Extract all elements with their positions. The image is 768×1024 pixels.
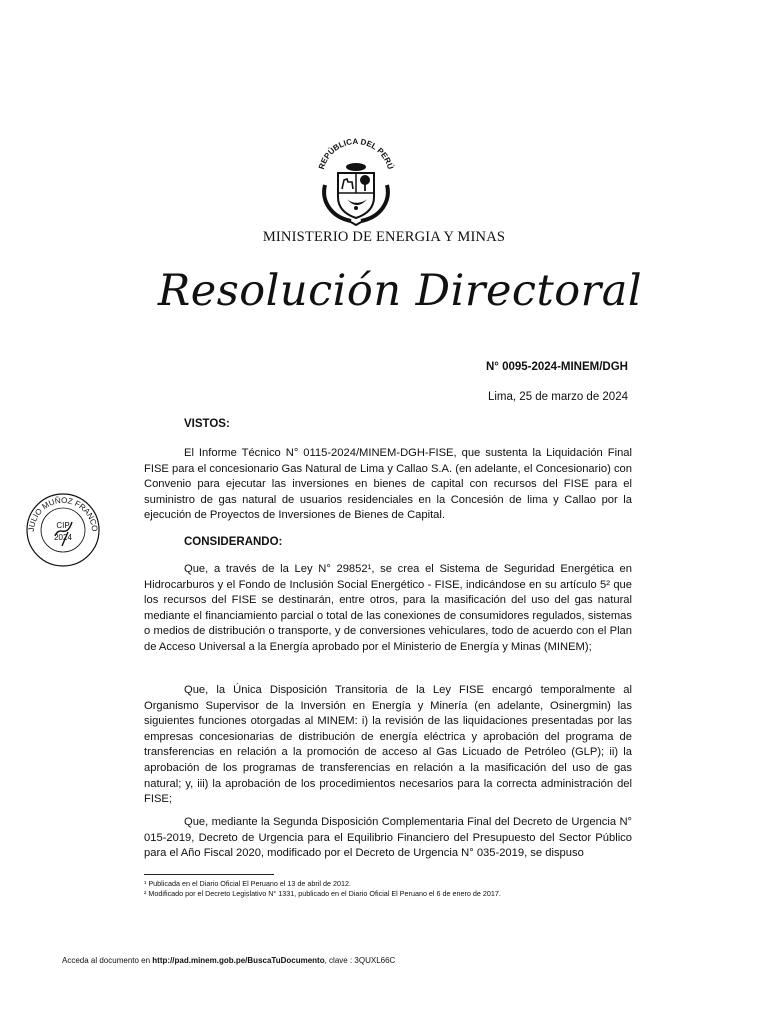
svg-text:JULIO MUÑOZ FRANCO: JULIO MUÑOZ FRANCO [26,495,100,532]
ministry-name: MINISTERIO DE ENERGIA Y MINAS [262,229,506,245]
footnote-2: ² Modificado por el Decreto Legislativo N° 1331, publicado en el Diario Oficial El Peruano el 6 de enero de 2017. [144,889,501,898]
footnote-divider [144,874,274,875]
paragraph-1-text: Que, a través de la Ley N° 29852¹, se crea el Sistema de Seguridad Energética en Hidrocarburos y el Fondo de Inclusión Social Energético - FISE, indicándose en su artículo 5² que los recursos del FISE se destinarán, entre otros, para la masificación del uso del gas natural mediante el financiamiento parcial o total de las conexiones de consumidores regulados, sistemas o medios de distribución o transporte, y de conversiones vehiculares, todo de acuerdo con el Plan de Acceso Universal a la Energía aprobado por el Ministerio de Energía y Minas (MINEM); [144,563,632,653]
svg-text:2024: 2024 [54,533,72,542]
considerando-heading: CONSIDERANDO: [184,536,283,548]
access-key: 3QUXL66C [354,956,396,965]
resolution-number: N° 0095-2024-MINEM/DGH [485,361,628,373]
paragraph-2-text: Que, la Única Disposición Transitoria de la Ley FISE encargó temporalmente al Organismo Supervisor de la Inversión en Energía y Minería (en adelante, Osinergmin) las siguientes funciones otorgadas al MINEM: i) la revisión de las liquidaciones presentadas por las empresas concesionarias de distribución de energía eléctrica y aprobación del programa de transferencias en relación a la promoción de acceso al Gas Licuado de Petróleo (GLP); ii) la aprobación de los programas de transferencias en relación a la masificación del uso de gas natural; y, iii) la aprobación de los procedimientos necesarios para la correcta administración del FISE; [144,684,632,806]
access-prefix: Acceda al documento en [62,956,151,965]
svg-text:REPÚBLICA DEL PERÚ: REPÚBLICA DEL PERÚ [316,136,396,171]
vistos-paragraph [144,446,632,524]
signature-seal-stamp [22,488,104,570]
access-url[interactable]: http://pad.minem.gob.pe/BuscaTuDocumento [152,956,325,965]
vistos-text: El Informe Técnico N° 0115-2024/MINEM-DGH-FISE, que sustenta la Liquidación Final FISE para el concesionario Gas Natural de Lima y Callao S.A. (en adelante, el Concesionario) con Convenio para ejecutar las inversiones en bienes de capital con recursos del FISE para el suministro de gas natural de usuarios residenciales en la Concesión de lima y Callao por la ejecución de Proyectos de Inversiones de Bienes de Capital. [144,447,632,522]
considerando-paragraph-2 [144,683,632,808]
considerando-paragraph-1 [144,562,632,656]
national-coat-of-arms-icon [311,135,401,227]
vistos-heading: VISTOS: [184,418,230,430]
paragraph-3-text: Que, mediante la Segunda Disposición Complementaria Final del Decreto de Urgencia N° 015-2019, Decreto de Urgencia para el Equilibrio Financiero del Presupuesto del Sector Público para el Año Fiscal 2020, modificado por el Decreto de Urgencia N° 035-2019, se dispuso [144,816,632,860]
document-access-note [62,956,395,965]
document-title: Resolución Directoral [157,266,643,316]
footnote-1: ¹ Publicada en el Diario Oficial El Peruano el 13 de abril de 2012. [144,879,351,888]
access-key-label: , clave : [324,956,353,965]
considerando-paragraph-3 [144,815,632,862]
svg-text:CIP: CIP [56,521,70,530]
resolution-date: Lima, 25 de marzo de 2024 [487,391,628,403]
